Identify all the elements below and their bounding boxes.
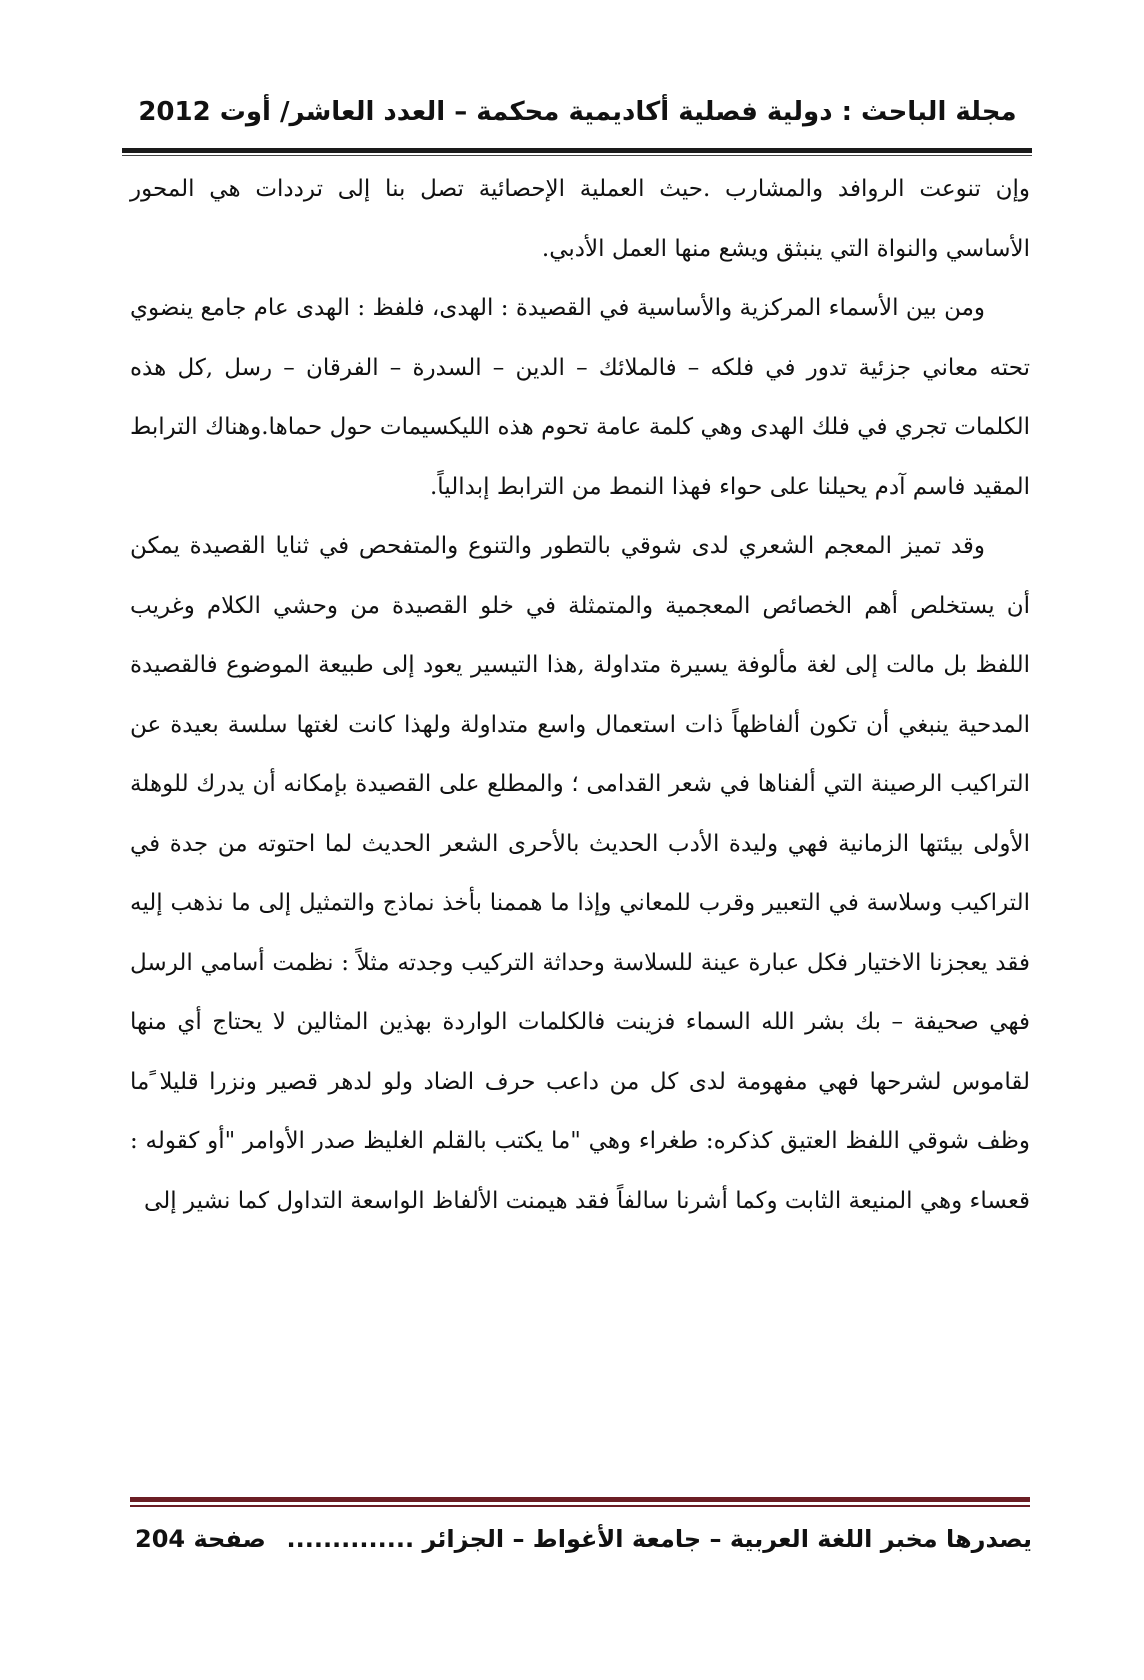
paragraph: وإن تنوعت الروافد والمشارب .حيث العملية الإحصائية تصل بنا إلى ترددات هي المحور الأساسي والنواة التي ينبثق ويشع منها العمل الأدبي. [130,176,1030,262]
footer-rule [130,1497,1030,1502]
journal-header-title: مجلة الباحث : دولية فصلية أكاديمية محكمة – العدد العاشر/ أوت 2012 [138,97,1017,127]
article-body [130,160,1030,1231]
header-rule-thin [122,155,1032,156]
paragraph: وقد تميز المعجم الشعري لدى شوقي بالتطور والتنوع والمتفحص في ثنايا القصيدة يمكن أن يستخلص أهم الخصائص المعجمية والمتمثلة في خلو القصيدة من وحشي الكلام وغريب اللفظ بل مالت إلى لغة مألوفة يسيرة متداولة ,هذا التيسير يعود إلى طبيعة الموضوع فالقصيدة المدحية ينبغي أن تكون ألفاظهاً ذات استعمال واسع متداولة ولهذا كانت لغتها سلسة بعيدة عن التراكيب الرصينة التي ألفناها في شعر القدامى ؛ والمطلع على القصيدة بإمكانه أن يدرك للوهلة الأولى بيئتها الزمانية فهي وليدة الأدب الحديث بالأحرى الشعر الحديث لما احتوته من جدة في التراكيب وسلاسة في التعبير وقرب للمعاني وإذا ما هممنا بأخذ نماذج والتمثيل إلى ما نذهب إليه فقد يعجزنا الاختيار فكل عبارة عينة للسلاسة وحداثة التركيب وجدته مثلاً : نظمت أسامي الرسل فهي صحيفة – بك بشر الله السماء فزينت فالكلمات الواردة بهذين المثالين لا يحتاج أي منها لقاموس لشرحها فهي مفهومة لدى كل من داعب حرف الضاد ولو لدهر قصير ونزرا قليلا ًما وظف شوقي اللفظ العتيق كذكره: طغراء وهي "ما يكتب بالقلم الغليظ صدر الأوامر "أو كقوله : قعساء وهي المنيعة الثابت وكما أشرنا سالفاً فقد هيمنت الألفاظ الواسعة التداول كما نشير إلى [130,533,1030,1214]
paragraph: ومن بين الأسماء المركزية والأساسية في القصيدة : الهدى، فلفظ : الهدى عام جامع ينضوي تحته معاني جزئية تدور في فلكه – فالملائك – الدين – السدرة – الفرقان – رسل ,كل هذه الكلمات تجري في فلك الهدى وهي كلمة عامة تحوم هذه الليكسيمات حول حماها.وهناك الترابط المقيد فاسم آدم يحيلنا على حواء فهذا النمط من الترابط إبدالياً. [130,295,1030,500]
header-rule [122,148,1032,153]
footer-rule-thin [130,1505,1030,1507]
footer-publisher: يصدرها مخبر اللغة العربية – جامعة الأغواط – الجزائر .............. [286,1525,1032,1553]
page-number: صفحة 204 [135,1525,266,1553]
